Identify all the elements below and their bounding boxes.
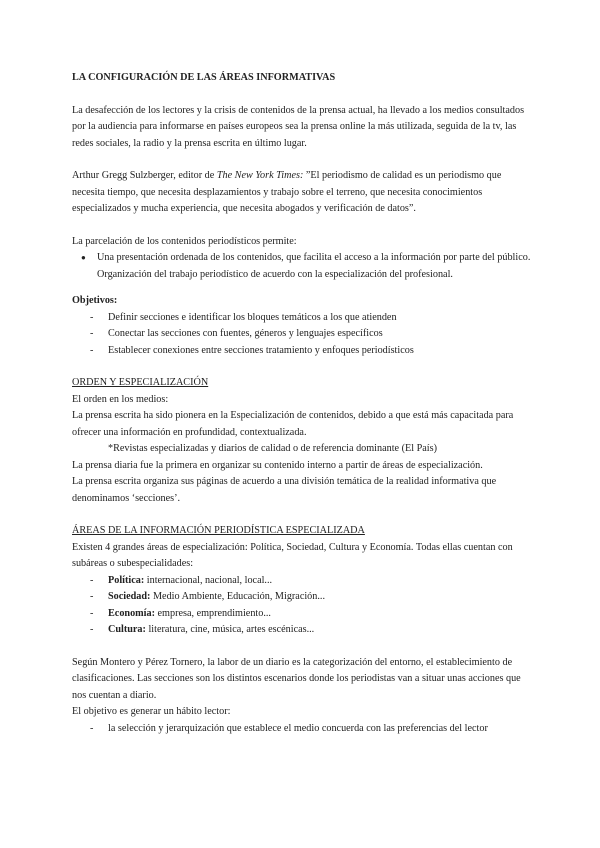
intro-paragraph: La desafección de los lectores y la crisis de contenidos de la prensa actual, ha llevado a los medios consultados por la audiencia para informarse en países europeos sea la prensa online la más utilizada, seguida de la tv, las redes sociales, la radio y la prensa escrita en último lugar. (72, 104, 525, 149)
area-text: literatura, cine, música, artes escénicas... (145, 624, 315, 635)
quote-text: ”El periodismo de calidad es un periodismo que necesita tiempo, que necesita desplazamientos y trabajo sobre el terreno, que necesita conocimientos especializados y mucha experiencia, que necesita abogados y verificación de datos”. (72, 170, 502, 214)
orden-line-2: La prensa escrita ha sido pionera en la Especialización de contenidos, debido a que está más capacitada para ofrecer una información en profundidad, contextualizada. (72, 410, 514, 438)
area-label: Economía: (108, 607, 155, 619)
orden-heading: ORDEN Y ESPECIALIZACIÓN (72, 377, 209, 388)
list-item (72, 589, 534, 606)
list-item (72, 622, 534, 639)
list-item: - la selección y jerarquización que establece el medio concuerda con las preferencias del lector (72, 721, 534, 738)
document-page (72, 70, 534, 737)
areas-heading: ÁREAS DE LA INFORMACIÓN PERIODÍSTICA ESPECIALIZADA (72, 525, 365, 536)
orden-line-4: La prensa diaria fue la primera en organizar su contenido interno a partir de áreas de especialización. (72, 459, 483, 471)
list-item (72, 573, 534, 590)
orden-line-3: *Revistas especializadas y diarios de calidad o de referencia dominante (El País) (108, 443, 437, 454)
closing-list (72, 721, 534, 738)
list-item: - Establecer conexiones entre secciones tratamiento y enfoques periodísticos (72, 343, 534, 360)
closing-paragraph: Según Montero y Pérez Tornero, la labor de un diario es la categorización del entorno, el establecimiento de clasificaciones. Las secciones son los distintos escenarios donde los periodistas van a situar unas acciones que nos cuentan a diario. (72, 656, 521, 701)
area-text: internacional, nacional, local... (144, 574, 273, 586)
list-item: - Definir secciones e identificar los bloques temáticos a los que atienden (72, 310, 534, 327)
list-item: - Conectar las secciones con fuentes, géneros y lenguajes específicos (72, 326, 534, 343)
area-label: Sociedad: (108, 591, 151, 602)
area-text: empresa, emprendimiento... (154, 607, 271, 619)
orden-line-5: La prensa escrita organiza sus páginas de acuerdo a una división temática de la realidad informativa que denominamos ‘secciones’. (72, 476, 497, 504)
list-item (72, 606, 534, 623)
quote-paragraph (72, 168, 534, 218)
parcelacion-list (72, 250, 534, 283)
areas-list (72, 573, 534, 639)
document-title: LA CONFIGURACIÓN DE LAS ÁREAS INFORMATIVAS (72, 72, 336, 83)
area-label: Política: (108, 574, 145, 586)
objetivos-heading: Objetivos: (72, 295, 118, 306)
quote-before: Arthur Gregg Sulzberger, editor de (72, 170, 217, 181)
area-text: Medio Ambiente, Educación, Migración... (150, 591, 326, 602)
orden-line-1: El orden en los medios: (72, 393, 169, 405)
list-item: ● Una presentación ordenada de los contenidos, que facilita el acceso a la información por parte del público. Organización del trabajo periodístico de acuerdo con la especialización del profesional. (72, 250, 534, 283)
parcelacion-lead: La parcelación de los contenidos periodísticos permite: (72, 235, 297, 247)
area-label: Cultura: (108, 624, 146, 635)
quote-newspaper: The New York Times: (216, 170, 304, 181)
closing-lead: El objetivo es generar un hábito lector: (72, 706, 231, 717)
areas-lead: Existen 4 grandes áreas de especialización: Política, Sociedad, Cultura y Economía. Todas ellas cuentan con subáreas o subespecialidades: (72, 541, 513, 569)
objetivos-list (72, 310, 534, 360)
